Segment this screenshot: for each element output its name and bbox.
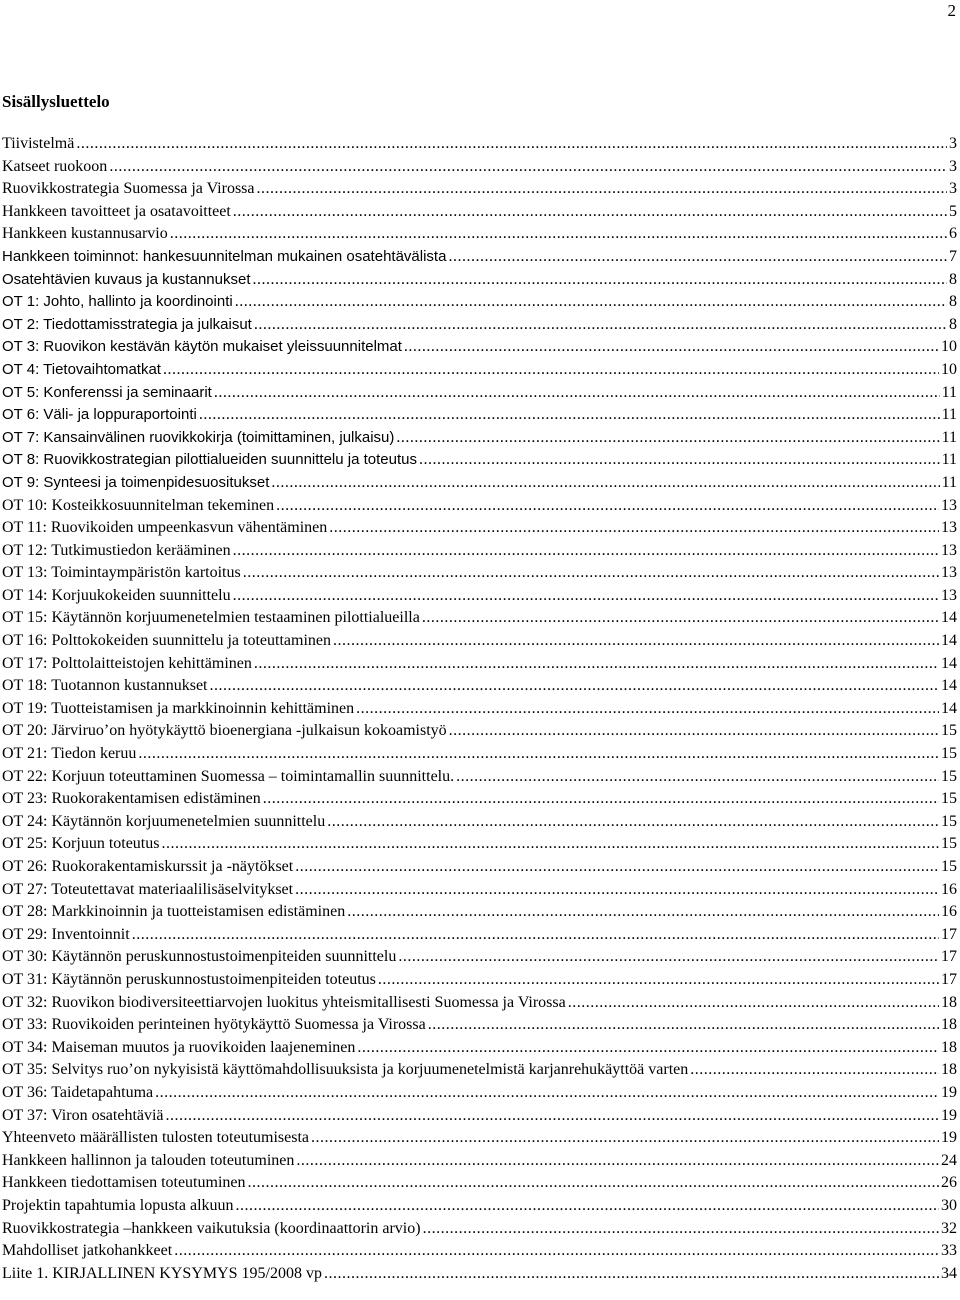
toc-entry-title: Hankkeen kustannusarvio [2,225,168,243]
toc-entry[interactable] [2,653,957,676]
toc-entry-page: 17 [941,948,957,966]
toc-dot-leader [243,562,939,585]
toc-entry-page: 18 [941,1061,957,1079]
toc-entry-page: 15 [941,812,957,830]
toc-dot-leader [456,766,939,789]
toc-entry-page: 6 [949,225,957,243]
toc-dot-leader [568,992,939,1015]
toc-entry-page: 15 [941,858,957,875]
toc-entry[interactable] [2,382,957,405]
toc-entry-title: OT 22: Korjuun toteuttaminen Suomessa – toimintamallin suunnittelu. [2,767,455,785]
toc-entry-title: OT 28: Markkinoinnin ja tuotteistamisen edistäminen [2,903,346,921]
toc-entry[interactable] [2,743,957,766]
toc-dot-leader [248,1172,940,1195]
toc-entry-title: Hankkeen hallinnon ja talouden toteutuminen [2,1151,295,1169]
toc-entry[interactable] [2,720,957,743]
toc-dot-leader [236,1195,939,1218]
toc-entry[interactable] [2,1263,957,1286]
toc-dot-leader [448,246,947,269]
toc-entry[interactable] [2,178,957,201]
toc-entry[interactable] [2,585,957,608]
toc-dot-leader [271,472,939,495]
toc-entry[interactable] [2,969,957,992]
toc-entry-page: 13 [941,564,957,582]
toc-entry[interactable] [2,1059,957,1082]
toc-entry-page: 17 [941,925,957,943]
toc-entry-title: OT 14: Korjuukokeiden suunnittelu [2,586,231,604]
toc-entry[interactable] [2,1037,957,1060]
toc-entry[interactable] [2,879,957,902]
toc-dot-leader [170,223,947,246]
toc-entry-page: 14 [941,699,957,717]
toc-entry-title: OT 30: Käytännön peruskunnostustoimenpiteiden suunnittelu [2,948,397,966]
toc-dot-leader [210,675,940,698]
toc-entry[interactable] [2,788,957,811]
toc-entry-title: OT 11: Ruovikoiden umpeenkasvun vähentäminen [2,519,328,537]
toc-entry-title: Osatehtävien kuvaus ja kustannukset [2,270,251,288]
toc-dot-leader [419,449,940,472]
toc-entry-page: 18 [941,993,957,1011]
toc-entry[interactable] [2,992,957,1015]
toc-entry-page: 15 [941,745,957,763]
toc-entry[interactable] [2,811,957,834]
toc-entry[interactable] [2,449,957,472]
toc-dot-leader [347,901,939,924]
toc-entry-title: OT 26: Ruokorakentamiskurssit ja -näytökset [2,858,294,875]
toc-heading: Sisällysluettelo [2,92,110,111]
toc-entry[interactable] [2,833,957,856]
toc-entry-title: OT 23: Ruokorakentamisen edistäminen [2,790,261,808]
toc-entry-title: OT 2: Tiedottamisstrategia ja julkaisut [2,315,252,333]
toc-entry[interactable] [2,495,957,518]
toc-dot-leader [329,517,939,540]
toc-dot-leader [423,1218,939,1241]
toc-entry-title: OT 32: Ruovikon biodiversiteettiarvojen luokitus yhteismitallisesti Suomessa ja Virossa [2,993,566,1011]
toc-entry[interactable] [2,404,957,427]
toc-dot-leader [398,946,939,969]
toc-dot-leader [276,495,939,518]
toc-dot-leader [263,788,939,811]
toc-entry-page: 15 [941,835,957,853]
toc-entry-page: 34 [941,1264,957,1282]
toc-entry-page: 33 [941,1242,957,1260]
toc-dot-leader [422,607,939,630]
toc-dot-leader [324,1263,939,1286]
toc-entry-page: 7 [949,247,957,265]
toc-entry-page: 11 [941,451,957,469]
toc-dot-leader [295,879,939,902]
toc-dot-leader [295,856,939,879]
toc-entry-title: OT 35: Selvitys ruo’on nykyisistä käyttömahdollisuuksista ja korjuumenetelmistä karjanrehukäyttöä varten [2,1061,689,1079]
toc-dot-leader [428,1014,939,1037]
toc-entry[interactable] [2,1014,957,1037]
toc-entry-title: OT 34: Maiseman muutos ja ruovikoiden laajeneminen [2,1038,356,1056]
toc-entry-page: 3 [949,135,957,152]
toc-entry-page: 16 [941,903,957,921]
toc-entry-title: OT 18: Tuotannon kustannukset [2,677,208,695]
toc-entry[interactable] [2,675,957,698]
toc-dot-leader [138,743,939,766]
toc-dot-leader [214,382,940,405]
toc-entry-page: 13 [941,541,957,559]
toc-entry[interactable] [2,901,957,924]
toc-entry[interactable] [2,336,957,359]
toc-entry[interactable] [2,1150,957,1173]
toc-dot-leader [254,314,947,337]
toc-entry[interactable] [2,359,957,382]
toc-entry-title: OT 25: Korjuun toteutus [2,835,160,853]
toc-dot-leader [235,291,947,314]
toc-dot-leader [257,178,948,201]
toc-list [2,133,957,1285]
toc-entry-page: 14 [941,609,957,627]
toc-dot-leader [163,359,939,382]
toc-entry-title: OT 15: Käytännön korjuumenetelmien testaaminen pilottialueilla [2,609,420,627]
toc-entry-title: OT 16: Polttokokeiden suunnittelu ja toteuttaminen [2,632,331,650]
toc-dot-leader [356,698,939,721]
toc-entry-page: 16 [941,880,957,898]
toc-dot-leader [233,201,947,224]
toc-entry-page: 13 [941,496,957,514]
toc-dot-leader [155,1082,939,1105]
toc-entry[interactable] [2,1195,957,1218]
toc-entry[interactable] [2,562,957,585]
toc-dot-leader [254,653,939,676]
toc-entry-page: 18 [941,1016,957,1034]
toc-dot-leader [327,811,939,834]
toc-entry[interactable] [2,946,957,969]
toc-dot-leader [396,427,939,450]
toc-entry[interactable] [2,517,957,540]
toc-entry-title: OT 24: Käytännön korjuumenetelmien suunnittelu [2,812,326,830]
toc-entry-title: Mahdolliset jatkohankkeet [2,1242,173,1260]
toc-dot-leader [132,924,939,947]
toc-dot-leader [252,269,947,292]
toc-entry-title: OT 9: Synteesi ja toimenpidesuositukset [2,473,270,491]
toc-entry-page: 32 [941,1219,957,1237]
toc-entry[interactable] [2,1240,957,1263]
toc-entry[interactable] [2,223,957,246]
toc-entry[interactable] [2,1172,957,1195]
toc-entry-page: 14 [941,677,957,695]
toc-dot-leader [161,833,939,856]
toc-dot-leader [76,133,947,156]
toc-entry-title: Hankkeen tavoitteet ja osatavoitteet [2,202,231,220]
toc-dot-leader [378,969,939,992]
toc-entry-page: 24 [941,1151,957,1169]
toc-entry-page: 15 [941,790,957,808]
toc-entry-page: 11 [941,428,957,446]
toc-entry[interactable] [2,1218,957,1241]
toc-entry-title: OT 4: Tietovaihtomatkat [2,360,161,378]
toc-entry-page: 14 [941,632,957,650]
toc-entry[interactable] [2,201,957,224]
toc-entry-page: 14 [941,654,957,672]
toc-entry-title: OT 19: Tuotteistamisen ja markkinoinnin kehittäminen [2,699,355,717]
toc-entry-title: Liite 1. KIRJALLINEN KYSYMYS 195/2008 vp [2,1264,322,1282]
toc-entry[interactable] [2,607,957,630]
toc-entry-page: 11 [941,473,957,491]
toc-entry-title: OT 10: Kosteikkosuunnitelman tekeminen [2,496,275,514]
toc-entry-page: 19 [941,1129,957,1147]
toc-entry-page: 30 [941,1196,957,1214]
toc-entry-title: OT 3: Ruovikon kestävän käytön mukaiset yleissuunnitelmat [2,338,402,356]
toc-entry-page: 10 [941,338,957,356]
toc-entry-page: 13 [941,586,957,604]
toc-entry[interactable] [2,1127,957,1150]
toc-entry[interactable] [2,246,957,269]
toc-entry-page: 13 [941,519,957,537]
toc-entry-page: 3 [949,180,957,198]
toc-entry[interactable] [2,133,957,156]
toc-entry[interactable] [2,291,957,314]
toc-entry-title: OT 12: Tutkimustiedon kerääminen [2,541,231,559]
toc-entry[interactable] [2,856,957,879]
toc-dot-leader [199,404,940,427]
page-number: 2 [947,1,956,20]
toc-entry-title: OT 13: Toimintaympäristön kartoitus [2,564,241,582]
toc-entry-page: 15 [941,767,957,785]
toc-entry[interactable] [2,1105,957,1128]
toc-entry-title: OT 17: Polttolaitteistojen kehittäminen [2,654,252,672]
toc-dot-leader [296,1150,939,1173]
toc-entry-title: OT 20: Järviruo’on hyötykäyttö bioenergiana -julkaisun kokoamistyö [2,722,447,740]
toc-dot-leader [449,720,939,743]
toc-dot-leader [166,1105,939,1128]
toc-entry-title: OT 27: Toteutettavat materiaalilisäselvitykset [2,880,294,898]
toc-entry-page: 15 [941,722,957,740]
toc-entry-page: 5 [949,202,957,220]
toc-entry-title: OT 1: Johto, hallinto ja koordinointi [2,293,233,311]
toc-dot-leader [174,1240,939,1263]
toc-entry-page: 17 [941,970,957,988]
toc-entry-title: OT 31: Käytännön peruskunnostustoimenpiteiden toteutus [2,970,376,988]
toc-entry-page: 8 [949,270,957,288]
toc-entry-title: OT 7: Kansainvälinen ruovikkokirja (toimittaminen, julkaisu) [2,428,395,446]
toc-entry-title: OT 5: Konferenssi ja seminaarit [2,383,212,401]
toc-entry-page: 3 [949,157,957,175]
toc-entry-title: Katseet ruokoon [2,157,108,175]
toc-entry-page: 11 [941,406,957,424]
toc-dot-leader [333,630,939,653]
toc-dot-leader [690,1059,939,1082]
toc-dot-leader [233,585,939,608]
toc-entry[interactable] [2,1082,957,1105]
toc-entry-page: 19 [941,1083,957,1101]
toc-entry[interactable] [2,156,957,179]
toc-entry-page: 11 [941,383,957,401]
toc-entry-title: OT 36: Taidetapahtuma [2,1083,154,1101]
toc-entry-title: Ruovikkostrategia Suomessa ja Virossa [2,180,255,198]
toc-dot-leader [404,336,939,359]
toc-dot-leader [233,540,939,563]
toc-entry-title: OT 6: Väli- ja loppuraportointi [2,406,197,424]
toc-entry-title: Ruovikkostrategia –hankkeen vaikutuksia (koordinaattorin arvio) [2,1219,421,1237]
toc-entry-page: 18 [941,1038,957,1056]
toc-entry-title: Yhteenveto määrällisten tulosten toteutumisesta [2,1129,310,1147]
toc-entry[interactable] [2,630,957,653]
toc-dot-leader [357,1037,939,1060]
toc-entry[interactable] [2,314,957,337]
toc-entry-page: 26 [941,1174,957,1192]
toc-entry[interactable] [2,472,957,495]
toc-entry-title: OT 21: Tiedon keruu [2,745,137,763]
toc-entry-title: Hankkeen tiedottamisen toteutuminen [2,1174,246,1192]
toc-entry-title: OT 29: Inventoinnit [2,925,130,943]
toc-entry[interactable] [2,766,957,789]
toc-entry[interactable] [2,427,957,450]
toc-entry-title: Hankkeen toiminnot: hankesuunnitelman mukainen osatehtävälista [2,247,447,265]
toc-entry[interactable] [2,269,957,292]
toc-entry-page: 10 [941,360,957,378]
toc-entry-title: OT 33: Ruovikoiden perinteinen hyötykäyttö Suomessa ja Virossa [2,1016,426,1034]
toc-entry[interactable] [2,924,957,947]
toc-entry-page: 19 [941,1106,957,1124]
toc-entry[interactable] [2,540,957,563]
toc-dot-leader [109,156,947,179]
toc-entry-title: Tiivistelmä [2,135,75,152]
toc-entry-title: OT 8: Ruovikkostrategian pilottialueiden suunnittelu ja toteutus [2,451,417,469]
toc-entry[interactable] [2,698,957,721]
toc-entry-page: 8 [949,293,957,311]
toc-entry-title: OT 37: Viron osatehtäviä [2,1106,164,1124]
toc-dot-leader [311,1127,939,1150]
toc-entry-title: Projektin tapahtumia lopusta alkuun [2,1196,234,1214]
toc-entry-page: 8 [949,315,957,333]
